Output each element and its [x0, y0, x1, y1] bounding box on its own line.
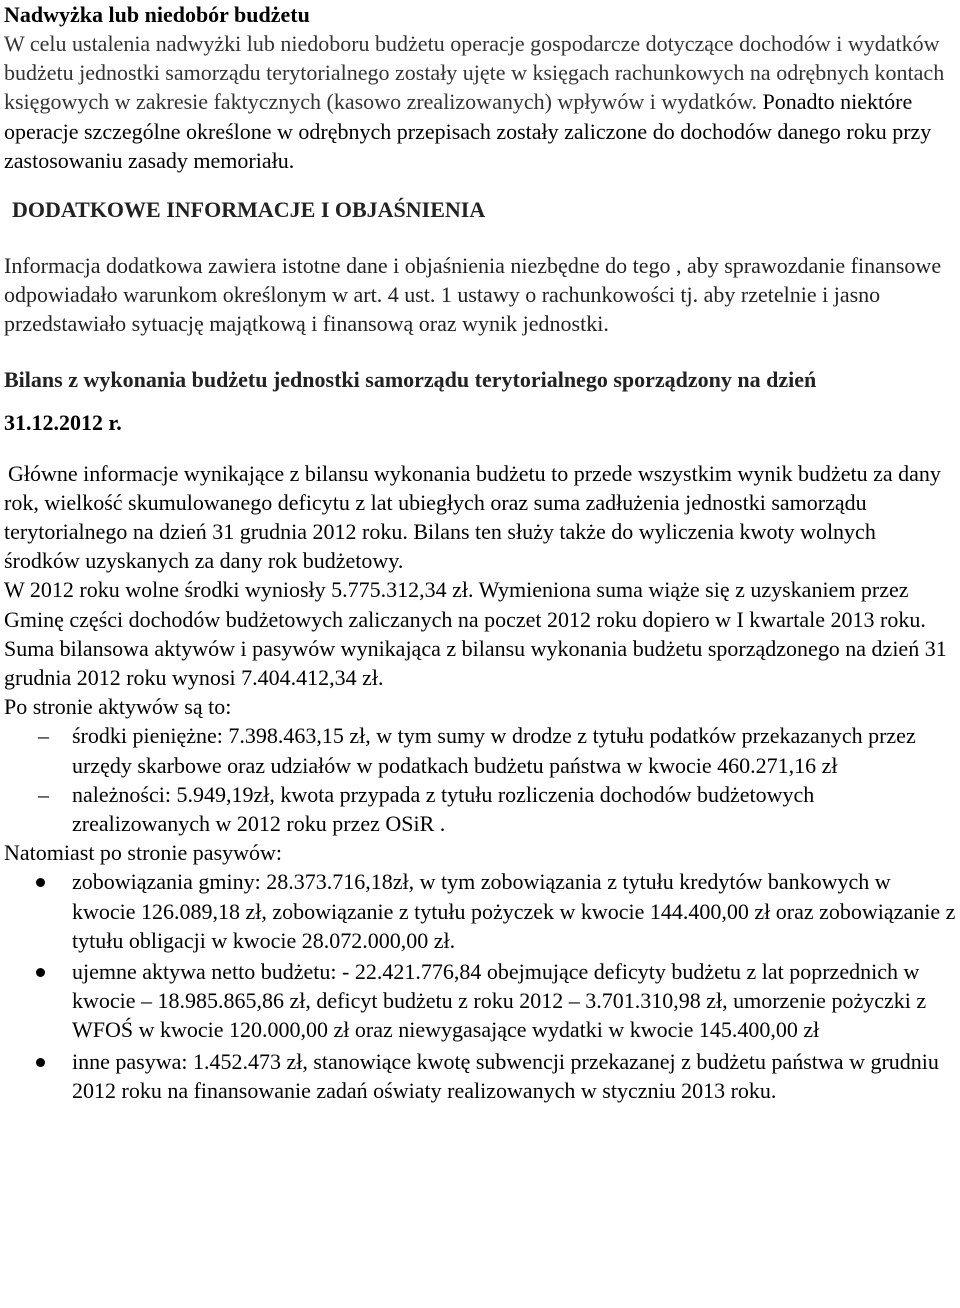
liabilities-intro: Natomiast po stronie pasywów:: [4, 840, 283, 866]
liabilities-item-text: zobowiązania gminy: 28.373.716,18zł, w tym zobowiązania z tytułu kredytów bankowych w kwocie 126.089,18 zł, zobowiązanie z tytułu pożyczek w kwocie 144.400,00 zł oraz zobowiązanie z tytułu obligacji w kwocie 28.072.000,00 zł.: [72, 869, 956, 953]
assets-list: [4, 721, 956, 838]
liabilities-list: [4, 867, 956, 1105]
assets-intro: Po stronie aktywów są to:: [4, 694, 232, 720]
bullet-icon: [36, 968, 45, 977]
list-item: [4, 1047, 956, 1105]
bullet-icon: [36, 1058, 45, 1067]
paragraph-informacja-dodatkowa: Informacja dodatkowa zawiera istotne dane i objaśnienia niezbędne do tego , aby sprawozdanie finansowe odpowiadało warunkom określonym w art. 4 ust. 1 ustawy o rachunkowości tj. aby rzetelnie i jasno przedstawiało sytuację majątkową i finansową oraz wynik jednostki.: [4, 253, 942, 337]
assets-item-text: środki pieniężne: 7.398.463,15 zł, w tym sumy w drodze z tytułu podatków przekazanych przez urzędy skarbowe oraz udziałów w podatkach budżetu państwa w kwocie 460.271,16 zł: [72, 723, 916, 778]
bullet-icon: [36, 878, 45, 887]
paragraph-nadwyzka: [4, 29, 956, 175]
paragraph-suma-bilansowa: Suma bilansowa aktywów i pasywów wynikająca z bilansu wykonania budżetu sporządzonego na dzień 31 grudnia 2012 roku wynosi 7.404.412,34 zł.: [4, 635, 947, 691]
list-item: [4, 780, 956, 838]
liabilities-item-text: inne pasywa: 1.452.473 zł, stanowiące kwotę subwencji przekazanej z budżetu państwa w grudniu 2012 roku na finansowanie zadań oświaty realizowanych w styczniu 2013 roku.: [72, 1048, 939, 1103]
list-item: [4, 957, 956, 1045]
dash-marker: –: [38, 723, 49, 749]
paragraph-nadwyzka-part2: Ponadto niektóre operacje szczególne określone w odrębnych przepisach zostały zaliczone do dochodów danego roku przy zastosowaniu zasady memoriału.: [4, 89, 932, 173]
heading-bilans-date: 31.12.2012 r.: [4, 409, 122, 435]
paragraph-wolne-srodki: W 2012 roku wolne środki wyniosły 5.775.312,34 zł. Wymieniona suma wiąże się z uzyskaniem przez Gminę części dochodów budżetowych zaliczanych na poczet 2012 roku dopiero w I kwartale 2013 roku.: [4, 577, 926, 632]
assets-item-text: należności: 5.949,19zł, kwota przypada z tytułu rozliczenia dochodów budżetowych zrealizowanych w 2012 roku przez OSiR .: [72, 781, 815, 837]
liabilities-item-text: ujemne aktywa netto budżetu: - 22.421.776,84 obejmujące deficyty budżetu z lat poprzednich w kwocie – 18.985.865,86 zł, deficyt budżetu z roku 2012 – 3.701.310,98 zł, umorzenie pożyczki z WFOŚ w kwocie 120.000,00 zł oraz niewygasające wydatki w kwocie 145.400,00 zł: [72, 959, 927, 1043]
dash-marker: –: [38, 781, 49, 807]
heading-bilans: Bilans z wykonania budżetu jednostki samorządu terytorialnego sporządzony na dzień: [4, 366, 817, 392]
heading-nadwyzka: Nadwyżka lub niedobór budżetu: [4, 2, 310, 27]
paragraph-nadwyzka-part1: W celu ustalenia nadwyżki lub niedoboru budżetu operacje gospodarcze dotyczące dochodów i wydatków budżetu jednostki samorządu terytorialnego zostały ujęte w księgach rachunkowych na odrębnych kontach księgowych w zakresie faktycznych (kasowo zrealizowanych) wpływów i wydatków.: [4, 31, 945, 115]
heading-dodatkowe-informacje: DODATKOWE INFORMACJE I OBJAŚNIENIA: [12, 197, 486, 223]
list-item: [4, 721, 956, 779]
paragraph-glowne-informacje: Główne informacje wynikające z bilansu wykonania budżetu to przede wszystkim wynik budżetu za dany rok, wielkość skumulowanego deficytu z lat ubiegłych oraz suma zadłużenia jednostki samorządu terytorialnego na dzień 31 grudnia 2012 roku. Bilans ten służy także do wyliczenia kwoty wolnych środków uzyskanych za dany rok budżetowy.: [4, 460, 941, 574]
list-item: [4, 867, 956, 955]
